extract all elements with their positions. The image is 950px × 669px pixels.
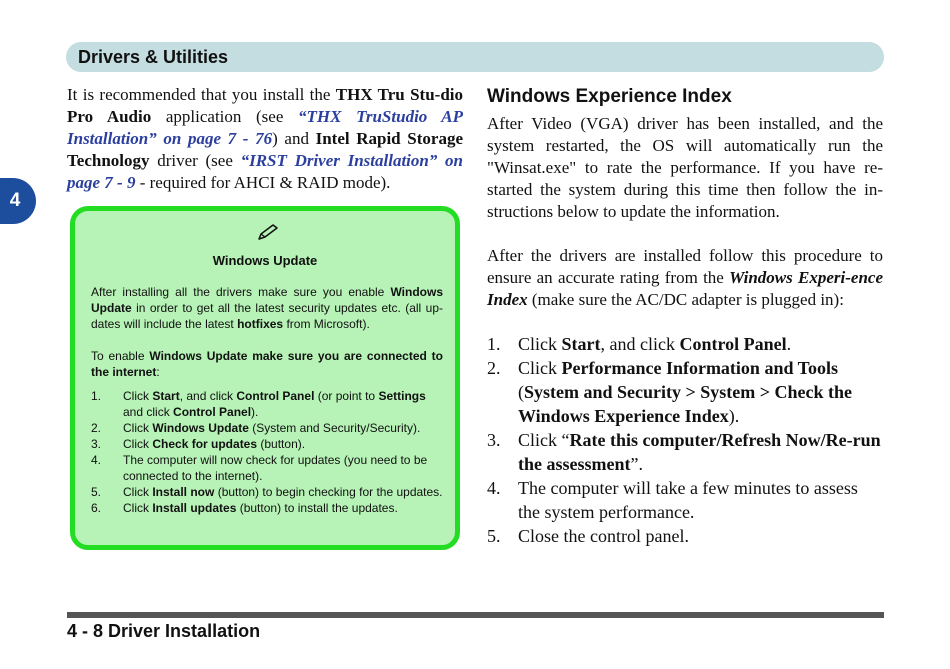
section-title: Drivers & Utilities [78,47,229,67]
wei-steps [487,332,883,548]
list-item: 5. Click Install now (button) to begin checking for the updates. [91,485,443,499]
list-item: 3. Click “Rate this computer/Refresh Now/Re-run the assessment”. [487,430,881,474]
pencil-icon [257,223,279,241]
wei-paragraph-2: After the drivers are installed follow this procedure to ensure an accurate rating from the Windows Experi-ence Index (make sure the AC/DC adapter is plugged in): [487,246,884,309]
note-paragraph-1: After installing all the drivers make sure you enable Windows Update in order to get all the latest security updates etc. (all up-dates will include the latest hotfixes from Microsoft). [91,285,443,331]
wei-paragraph-1: After Video (VGA) driver has been installed, and the system restarted, the OS will automatically run the "Winsat.exe" to rate the performance. If you have re-started the system during this time then follow the in-structions below to update the information. [487,114,883,221]
chapter-tab: 4 [0,178,36,224]
windows-experience-section [487,84,883,548]
page-footer: 4 - 8 Driver Installation [67,621,261,641]
xref-thx-link[interactable]: “THX TruStudio AP Installation” on page 7 - 76 [67,107,464,148]
xref-irst-link[interactable]: “IRST Driver Installation” on page 7 - 9 [67,151,463,192]
note-steps [91,388,443,516]
list-item: 3. Click Check for updates (button). [91,437,306,451]
section-heading: Windows Experience Index [487,86,732,107]
intro-paragraph: It is recommended that you install the THX Tru Stu-dio Pro Audio application (see “THX TruStudio AP Installation” on page 7 - 76) and Intel Rapid Storage Technology driver (see “IRST Driver Installation” on page 7 - 9 - required for AHCI & RAID mode). [67,85,464,192]
list-item: 2. Click Performance Information and Tools (System and Security > System > Check the Windows Experience Index). [487,358,852,426]
footer-rule [67,612,884,618]
list-item: 4. The computer will now check for updates (you need to be connected to the internet). [91,453,428,483]
list-item: 4. The computer will take a few minutes to assess the system performance. [487,478,858,522]
list-item: 1. Click Start, and click Control Panel (or point to Settings and click Control Panel). [91,389,426,419]
windows-update-note [70,206,460,550]
note-paragraph-2: To enable Windows Update make sure you are connected to the internet: [91,349,443,379]
list-item: 1. Click Start, and click Control Panel. [487,334,792,354]
note-title: Windows Update [212,253,318,268]
list-item: 6. Click Install updates (button) to install the updates. [91,501,398,515]
list-item: 5. Close the control panel. [487,526,689,546]
list-item: 2. Click Windows Update (System and Security/Security). [91,421,421,435]
